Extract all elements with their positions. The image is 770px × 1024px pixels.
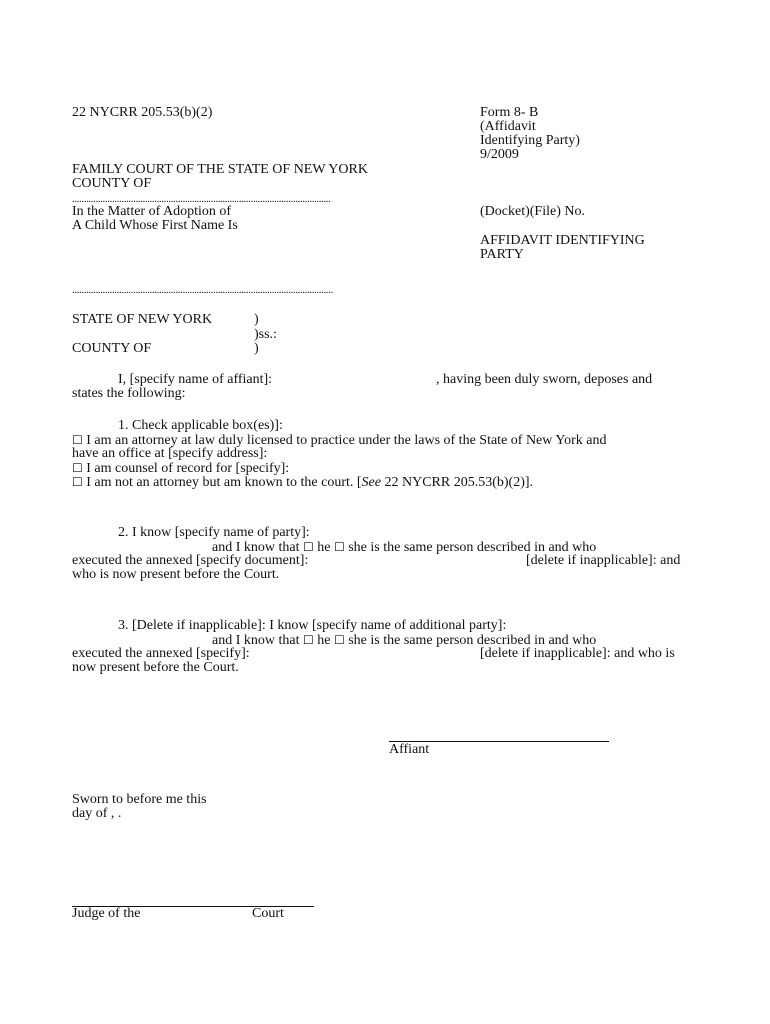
- option-counsel: [72, 461, 289, 476]
- jurat-line1: Sworn to before me this: [72, 792, 207, 807]
- form-type-line2: Identifying Party): [480, 133, 580, 148]
- form-number: Form 8- B: [480, 105, 539, 120]
- section1-heading: 1. Check applicable box(es)]:: [118, 418, 283, 433]
- checkbox-she-additional[interactable]: ☐: [333, 633, 345, 647]
- section2-line3-start: executed the annexed [specify document]:: [72, 553, 309, 568]
- caption-top-dots: ..............................................................................................................: [72, 194, 331, 204]
- section2-line1: 2. I know [specify name of party]:: [118, 525, 310, 540]
- affidavit-title-line2: PARTY: [480, 247, 524, 262]
- caption-bottom-dots: ...............................................................................................................: [72, 285, 333, 295]
- judge-court-label: Court: [252, 906, 284, 921]
- matter-line1: In the Matter of Adoption of: [72, 204, 232, 219]
- checkbox-counsel[interactable]: ☐: [72, 461, 83, 475]
- section3-know-text: and I know that: [212, 633, 303, 648]
- form-type-line1: (Affidavit: [480, 119, 536, 134]
- venue-state: STATE OF NEW YORK: [72, 312, 213, 327]
- option-not-attorney-text: I am not an attorney but am known to the court. [: [86, 475, 362, 490]
- option-attorney-text: I am an attorney at law duly licensed to practice under the laws of the State of New York and: [86, 433, 607, 448]
- court-county: COUNTY OF: [72, 176, 152, 191]
- rule-reference: 22 NYCRR 205.53(b)(2): [72, 105, 213, 120]
- jurat-line2: day of , .: [72, 806, 122, 821]
- section2-she-text: she is the same person described in and who: [344, 540, 597, 555]
- form-date: 9/2009: [480, 147, 519, 162]
- affiant-intro-start: I, [specify name of affiant]:: [118, 372, 273, 387]
- affidavit-title-line1: AFFIDAVIT IDENTIFYING: [480, 233, 645, 248]
- matter-line2: A Child Whose First Name Is: [72, 218, 238, 233]
- judge-label: Judge of the: [72, 906, 141, 921]
- docket-number-label: (Docket)(File) No.: [480, 204, 585, 219]
- checkbox-he-additional[interactable]: ☐: [302, 633, 314, 647]
- option-counsel-text: I am counsel of record for [specify]:: [86, 461, 290, 476]
- section3-line3-end: [delete if inapplicable]: and who is: [480, 646, 675, 661]
- checkbox-she-party[interactable]: ☐: [333, 540, 345, 554]
- checkbox-he-party[interactable]: ☐: [302, 540, 314, 554]
- section2-know-text: and I know that: [212, 540, 303, 555]
- section2-line4: who is now present before the Court.: [72, 567, 280, 582]
- option-not-attorney: [72, 475, 533, 490]
- court-name: FAMILY COURT OF THE STATE OF NEW YORK: [72, 162, 368, 177]
- section2-line3-end: [delete if inapplicable]: and: [526, 553, 681, 568]
- venue-paren-top: ): [254, 312, 259, 327]
- see-citation: See: [361, 475, 381, 490]
- option-attorney-line2: have an office at [specify address]:: [72, 446, 268, 461]
- checkbox-attorney[interactable]: ☐: [72, 433, 83, 447]
- form-identifier: [480, 106, 580, 162]
- venue-paren-bottom: ): [254, 341, 259, 356]
- section3-line1: 3. [Delete if inapplicable]: I know [specify name of additional party]:: [118, 618, 507, 633]
- affiant-intro-end: , having been duly sworn, deposes and: [436, 372, 653, 387]
- section3-line4: now present before the Court.: [72, 660, 239, 675]
- affiant-label: Affiant: [389, 742, 430, 757]
- option-not-attorney-citation: 22 NYCRR 205.53(b)(2)].: [380, 475, 534, 490]
- checkbox-not-attorney[interactable]: ☐: [72, 475, 83, 489]
- section3-she-text: she is the same person described in and who: [344, 633, 597, 648]
- section2-he-label: he: [313, 540, 334, 555]
- section3-line3-start: executed the annexed [specify]:: [72, 646, 250, 661]
- affiant-intro-line2: states the following:: [72, 386, 186, 401]
- venue-county: COUNTY OF: [72, 341, 152, 356]
- section3-he-label: he: [313, 633, 334, 648]
- venue-ss: )ss.:: [254, 327, 277, 342]
